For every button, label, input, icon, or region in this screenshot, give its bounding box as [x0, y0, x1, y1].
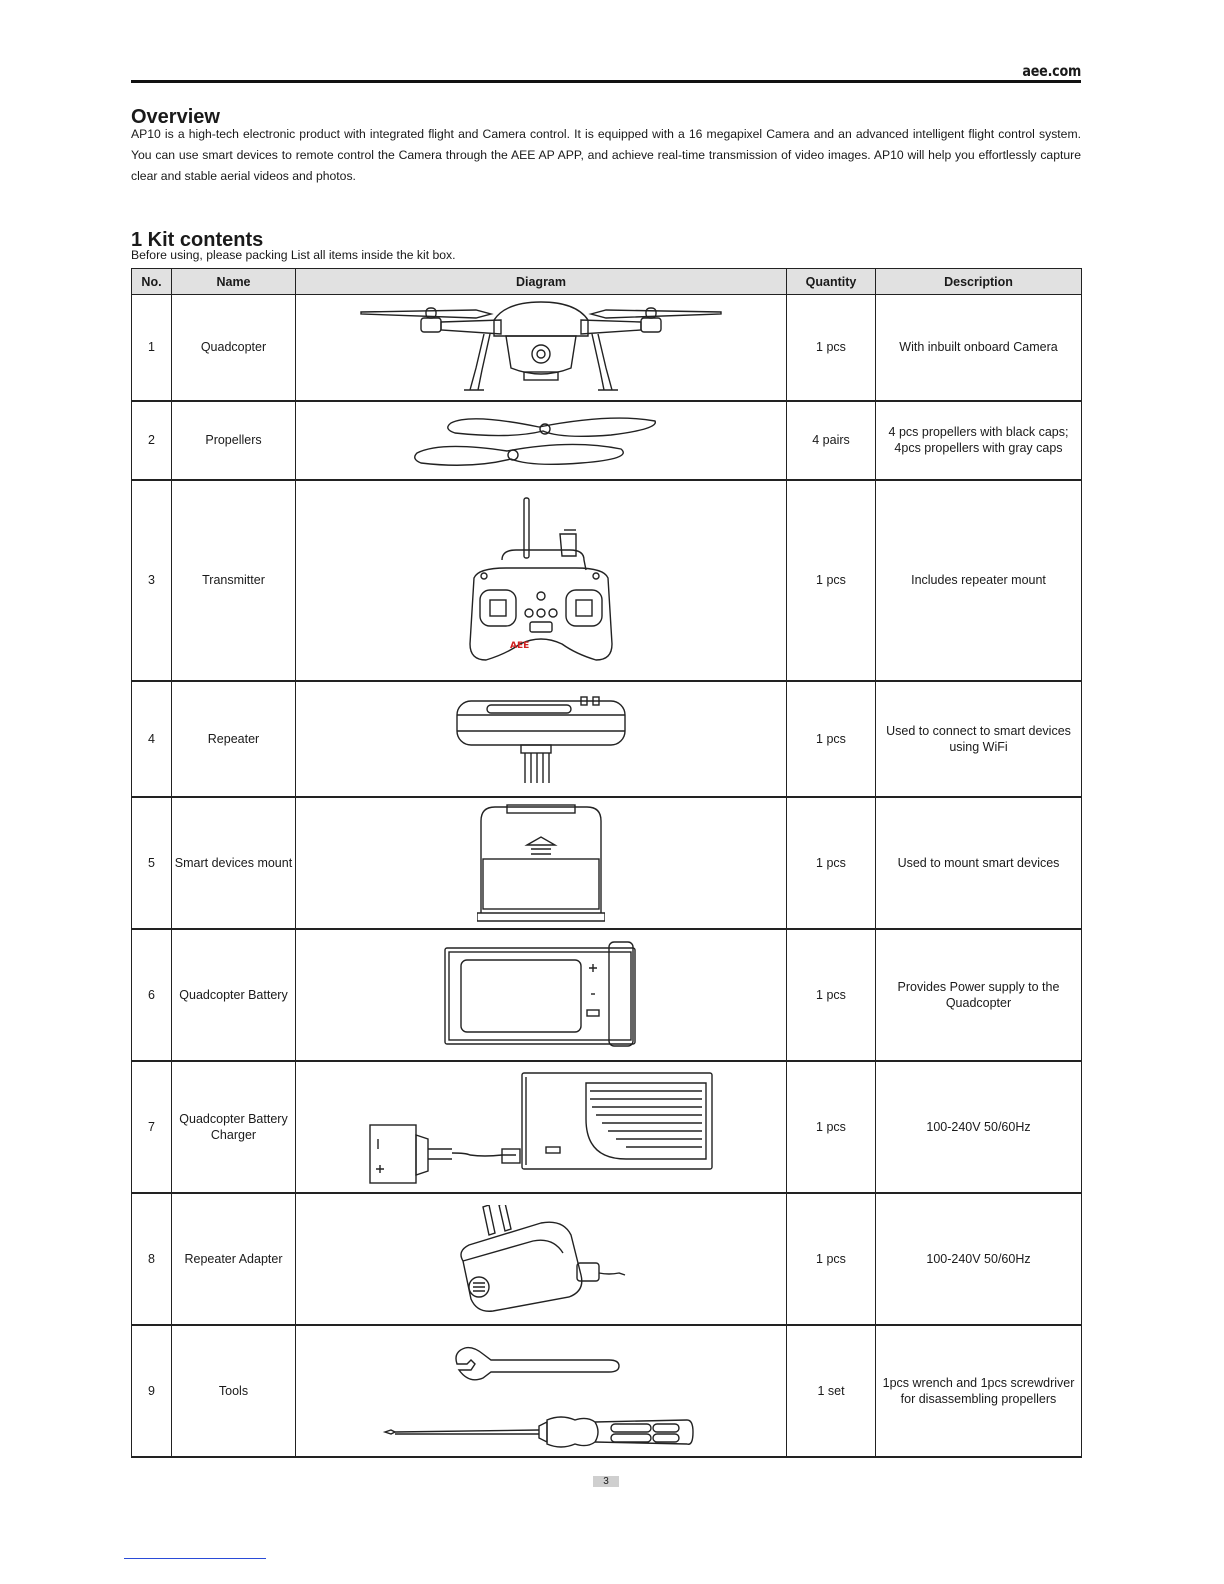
item-name: Tools — [172, 1325, 296, 1457]
item-quantity: 1 pcs — [787, 681, 876, 797]
item-name: Smart devices mount — [172, 797, 296, 929]
transmitter-icon — [466, 494, 616, 666]
table-row — [132, 401, 1082, 480]
smart-device-mount-icon — [477, 801, 605, 925]
overview-heading: Overview — [131, 106, 220, 128]
item-description: With inbuilt onboard Camera — [876, 295, 1082, 401]
item-description: 100-240V 50/60Hz — [876, 1061, 1082, 1193]
row-number: 3 — [132, 480, 172, 681]
item-diagram — [296, 929, 787, 1061]
item-name: Repeater — [172, 681, 296, 797]
col-header-no: No. — [132, 269, 172, 295]
aee-logo: AEE — [510, 641, 530, 651]
item-diagram — [296, 295, 787, 401]
row-number: 5 — [132, 797, 172, 929]
item-name: Propellers — [172, 401, 296, 480]
header-rule — [131, 80, 1081, 83]
row-number: 9 — [132, 1325, 172, 1457]
battery-icon — [441, 938, 641, 1052]
item-description: Provides Power supply to the Quadcopter — [876, 929, 1082, 1061]
table-row — [132, 797, 1082, 929]
item-quantity: 1 pcs — [787, 480, 876, 681]
row-number: 2 — [132, 401, 172, 480]
item-diagram — [296, 1325, 787, 1457]
item-description: 100-240V 50/60Hz — [876, 1193, 1082, 1325]
col-header-name: Name — [172, 269, 296, 295]
table-row — [132, 295, 1082, 401]
item-name: Transmitter — [172, 480, 296, 681]
item-description: 4 pcs propellers with black caps; 4pcs propellers with gray caps — [876, 401, 1082, 480]
kit-contents-subtitle: Before using, please packing List all items inside the kit box. — [131, 248, 456, 262]
page-number: 3 — [593, 1476, 619, 1487]
item-diagram — [296, 797, 787, 929]
row-number: 8 — [132, 1193, 172, 1325]
wrench-icon — [456, 1347, 619, 1379]
table-row — [132, 929, 1082, 1061]
row-number: 4 — [132, 681, 172, 797]
table-row — [132, 1325, 1082, 1457]
brand-logo: aee.com — [1022, 62, 1081, 80]
repeater-icon — [451, 693, 631, 785]
battery-charger-icon — [366, 1069, 716, 1185]
overview-paragraph: AP10 is a high-tech electronic product with integrated flight and Camera control. It is equipped with a 16 megapixel Camera and an advanced intelligent flight control system. You can use smart devices to remote control the Camera through the AEE AP APP, and achieve real-time transmission of video images. AP10 will help you effortlessly capture clear and stable aerial videos and photos. — [131, 127, 1081, 183]
item-name: Quadcopter Battery — [172, 929, 296, 1061]
row-number: 1 — [132, 295, 172, 401]
table-row — [132, 1061, 1082, 1193]
row-number: 7 — [132, 1061, 172, 1193]
item-quantity: 4 pairs — [787, 401, 876, 480]
table-row — [132, 1193, 1082, 1325]
item-name: Quadcopter — [172, 295, 296, 401]
col-header-description: Description — [876, 269, 1082, 295]
item-description: 1pcs wrench and 1pcs screwdriver for disassembling propellers — [876, 1325, 1082, 1457]
table-row — [132, 480, 1082, 681]
quadcopter-icon — [356, 298, 726, 396]
item-quantity: 1 pcs — [787, 1193, 876, 1325]
table-row — [132, 681, 1082, 797]
table-header-row — [132, 269, 1082, 295]
item-diagram — [296, 1061, 787, 1193]
power-adapter-icon — [453, 1205, 629, 1313]
item-quantity: 1 pcs — [787, 797, 876, 929]
item-description: Used to connect to smart devices using WiFi — [876, 681, 1082, 797]
tools-icon — [381, 1334, 701, 1448]
item-diagram — [296, 1193, 787, 1325]
item-diagram — [296, 480, 787, 681]
col-header-diagram: Diagram — [296, 269, 787, 295]
item-quantity: 1 pcs — [787, 295, 876, 401]
kit-contents-table — [131, 268, 1082, 1458]
item-description: Used to mount smart devices — [876, 797, 1082, 929]
screwdriver-icon — [385, 1417, 693, 1447]
item-quantity: 1 pcs — [787, 929, 876, 1061]
item-diagram — [296, 681, 787, 797]
item-name: Repeater Adapter — [172, 1193, 296, 1325]
item-diagram — [296, 401, 787, 480]
footer-line — [124, 1558, 266, 1559]
col-header-quantity: Quantity — [787, 269, 876, 295]
kit-contents-heading: 1 Kit contents — [131, 229, 264, 251]
item-quantity: 1 set — [787, 1325, 876, 1457]
item-name: Quadcopter Battery Charger — [172, 1061, 296, 1193]
item-quantity: 1 pcs — [787, 1061, 876, 1193]
propellers-icon — [411, 409, 671, 471]
row-number: 6 — [132, 929, 172, 1061]
item-description: Includes repeater mount — [876, 480, 1082, 681]
